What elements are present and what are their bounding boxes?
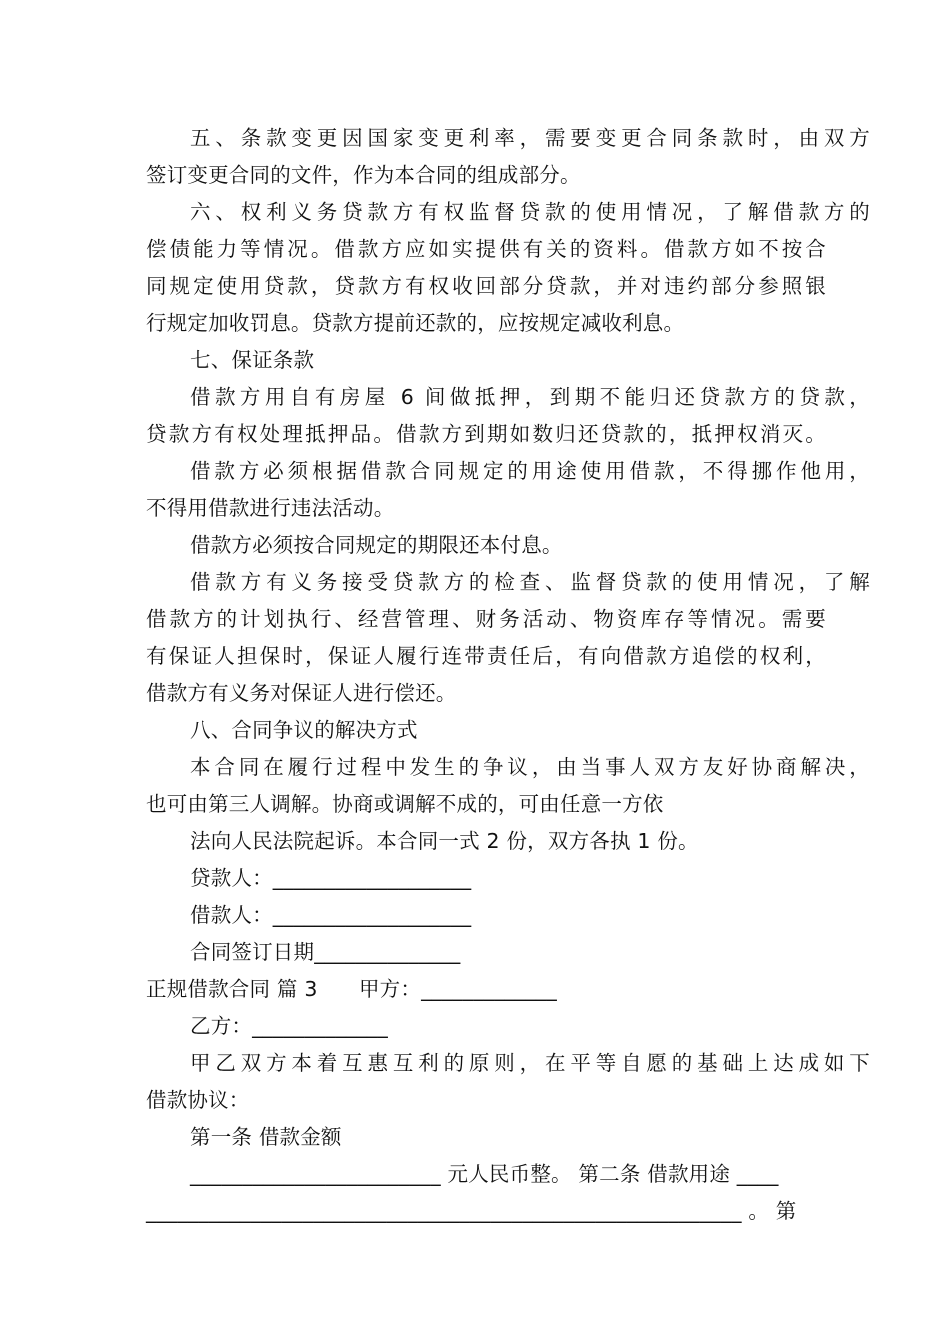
contract-title-line: 正规借款合同 篇 3 甲方：_____________ <box>146 977 557 1001</box>
section-heading: 七、保证条款 <box>190 348 315 372</box>
borrower-signature-line: 借款人：___________________ <box>190 903 472 927</box>
text-line: 借款方用自有房屋 6 间做抵押，到期不能归还贷款方的贷款， <box>190 385 870 409</box>
loan-amount-line: ________________________ 元人民币整。 第二条 借款用途 ____ <box>190 1162 779 1186</box>
signing-date-line: 合同签订日期______________ <box>190 940 461 964</box>
article-heading: 第一条 借款金额 <box>190 1125 342 1149</box>
text-line: 签订变更合同的文件，作为本合同的组成部分。 <box>146 163 581 187</box>
text-line: 五、条款变更因国家变更利率，需要变更合同条款时，由双方 <box>190 126 870 150</box>
text-line: 法向人民法院起诉。本合同一式 2 份，双方各执 1 份。 <box>190 829 699 853</box>
text-line: 不得用借款进行违法活动。 <box>146 496 395 520</box>
text-line: 本合同在履行过程中发生的争议，由当事人双方友好协商解决， <box>190 755 870 779</box>
text-line: 借款协议： <box>146 1088 250 1112</box>
text-line: 有保证人担保时，保证人履行连带责任后，有向借款方追偿的权利， <box>146 644 826 668</box>
lender-signature-line: 贷款人：___________________ <box>190 866 472 890</box>
section-heading: 八、合同争议的解决方式 <box>190 718 418 742</box>
text-line: 借款方有义务对保证人进行偿还。 <box>146 681 457 705</box>
text-line: 借款方的计划执行、经营管理、财务活动、物资库存等情况。需要 <box>146 607 826 631</box>
text-line: 借款方必须按合同规定的期限还本付息。 <box>190 533 563 557</box>
loan-purpose-line: _________________________________________________________ 。 第 <box>146 1199 797 1223</box>
text-line: 偿债能力等情况。借款方应如实提供有关的资料。借款方如不按合 <box>146 237 826 261</box>
party-b-line: 乙方：_____________ <box>190 1014 388 1038</box>
text-line: 也可由第三人调解。协商或调解不成的，可由任意一方依 <box>146 792 664 816</box>
text-line: 借款方必须根据借款合同规定的用途使用借款，不得挪作他用， <box>190 459 870 483</box>
text-line: 借款方有义务接受贷款方的检查、监督贷款的使用情况，了解 <box>190 570 870 594</box>
text-line: 同规定使用贷款，贷款方有权收回部分贷款，并对违约部分参照银 <box>146 274 826 298</box>
text-line: 六、权利义务贷款方有权监督贷款的使用情况，了解借款方的 <box>190 200 870 224</box>
text-line: 行规定加收罚息。贷款方提前还款的，应按规定减收利息。 <box>146 311 685 335</box>
text-line: 贷款方有权处理抵押品。借款方到期如数归还贷款的，抵押权消灭。 <box>146 422 826 446</box>
text-line: 甲乙双方本着互惠互利的原则，在平等自愿的基础上达成如下 <box>190 1051 870 1075</box>
